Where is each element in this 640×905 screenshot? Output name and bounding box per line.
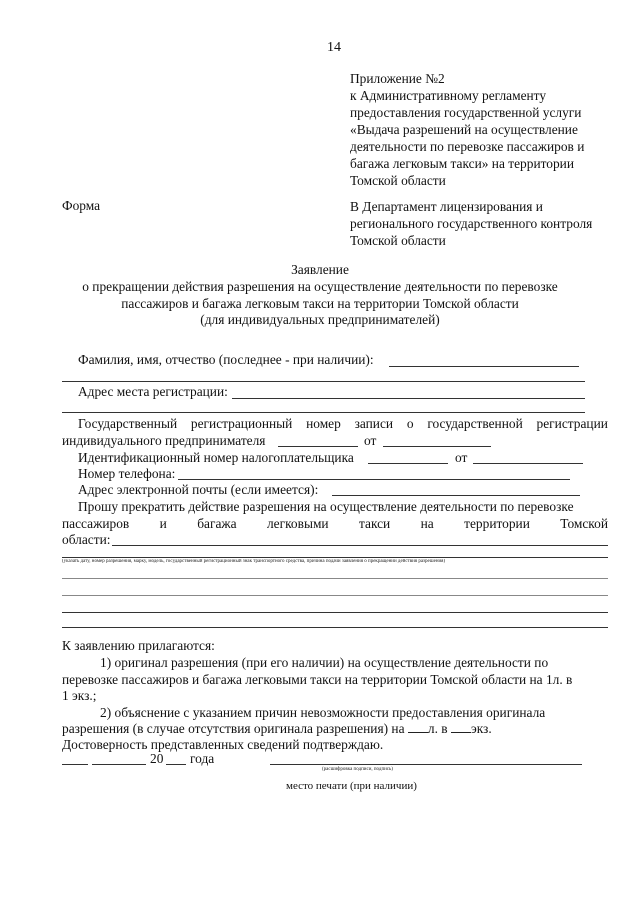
word: о [406, 416, 414, 431]
inn-label: Идентификационный номер налогоплательщика [78, 450, 354, 465]
attachment-text: л. в [427, 721, 448, 736]
word: легковыми [266, 516, 329, 531]
addressee-line: Томской области [350, 233, 446, 248]
full-name-field-line2[interactable] [62, 381, 585, 382]
hint-small: (указать дату, номер разрешения, марку, модель, государственный регистрационный знак транспортного средства, причина подачи заявления о прекращении действия разрешения) [62, 559, 446, 564]
word: пассажиров [62, 516, 130, 531]
email-field[interactable] [332, 495, 580, 496]
word: государственной [427, 416, 523, 431]
attachment-text: экз. [470, 721, 492, 736]
word: регистрационный [190, 416, 293, 431]
month-field[interactable] [92, 764, 146, 765]
stamp-label: место печати (при наличии) [286, 780, 417, 792]
word: и [159, 516, 167, 531]
state-reg-line [78, 416, 608, 431]
title-line: о прекращении действия разрешения на осуществление деятельности по перевозке [82, 279, 558, 294]
word: на [420, 516, 434, 531]
word: записи [354, 416, 394, 431]
year-field[interactable] [166, 764, 186, 765]
details-line[interactable] [62, 627, 608, 628]
appendix-line: предоставления государственной услуги [350, 105, 582, 120]
appendix-block [350, 70, 584, 189]
word: Государственный [78, 416, 178, 431]
full-name-label: Фамилия, имя, отчество (последнее - при наличии): [78, 352, 374, 367]
full-name-field[interactable] [389, 366, 579, 367]
request-line2 [62, 516, 608, 531]
state-reg-number-field[interactable] [278, 446, 358, 447]
details-line[interactable] [62, 612, 608, 613]
request-line3: области: [62, 532, 111, 547]
year-prefix: 20 [150, 751, 164, 766]
details-line[interactable] [62, 595, 608, 596]
day-field[interactable] [62, 764, 88, 765]
word: Томской [560, 516, 608, 531]
phone-field[interactable] [178, 479, 570, 480]
request-line: Прошу прекратить действие разрешения на осуществление деятельности по перевозке [78, 499, 574, 514]
appendix-line: Приложение №2 [350, 71, 445, 86]
confirm-text: Достоверность представленных сведений подтверждаю. [62, 737, 384, 752]
copies-count-field[interactable] [451, 721, 471, 733]
year-word: года [190, 751, 215, 766]
signature-field[interactable] [270, 764, 582, 765]
inn-date-field[interactable] [473, 463, 583, 464]
appendix-line: деятельности по перевозке пассажиров и [350, 139, 585, 154]
from-label: от [455, 450, 468, 465]
from-label: от [364, 433, 377, 448]
page-number: 14 [327, 40, 341, 55]
attachment-item: перевозке пассажиров и багажа легковыми такси на территории Томской области на 1л. в [62, 672, 573, 687]
request-details-field[interactable] [112, 545, 608, 546]
state-reg-label2: индивидуального предпринимателя [62, 433, 266, 448]
phone-label: Номер телефона: [78, 466, 176, 481]
word: территории [464, 516, 530, 531]
addressee-line: В Департамент лицензирования и [350, 199, 543, 214]
appendix-line: к Административному регламенту [350, 88, 547, 103]
addressee-block [350, 198, 592, 249]
document-title: Заявление [291, 262, 349, 277]
title-line: пассажиров и багажа легковым такси на территории Томской области [121, 296, 519, 311]
reg-address-field[interactable] [232, 398, 585, 399]
word: багажа [197, 516, 237, 531]
appendix-line: «Выдача разрешений на осуществление [350, 122, 578, 137]
state-reg-date-field[interactable] [383, 446, 491, 447]
inn-field[interactable] [368, 463, 448, 464]
appendix-line: Томской области [350, 173, 446, 188]
word: номер [306, 416, 341, 431]
attachment-item2-line2 [62, 721, 492, 736]
title-line: (для индивидуальных предпринимателей) [200, 312, 440, 327]
reg-address-field-line2[interactable] [62, 412, 585, 413]
attachments-heading: К заявлению прилагаются: [62, 638, 215, 653]
word: такси [358, 516, 391, 531]
appendix-line: багажа легковым такси» на территории [350, 156, 575, 171]
email-label: Адрес электронной почты (если имеется): [78, 482, 319, 497]
request-details-field-line2[interactable] [62, 557, 608, 558]
signature-hint: (расшифровка подписи, подпись) [322, 767, 393, 772]
word: регистрации [536, 416, 608, 431]
details-line[interactable] [62, 578, 608, 579]
reg-address-label: Адрес места регистрации: [78, 384, 228, 399]
form-label: Форма [62, 198, 101, 213]
attachment-item: 2) объяснение с указанием причин невозможности предоставления оригинала [100, 705, 546, 720]
attachment-item: 1 экз.; [62, 688, 97, 703]
attachment-text: разрешения (в случае отсутствия оригинала разрешения) на [62, 721, 405, 736]
addressee-line: регионального государственного контроля [350, 216, 593, 231]
attachment-item: 1) оригинал разрешения (при его наличии) на осуществление деятельности по [100, 655, 549, 670]
pages-count-field[interactable] [408, 721, 428, 733]
